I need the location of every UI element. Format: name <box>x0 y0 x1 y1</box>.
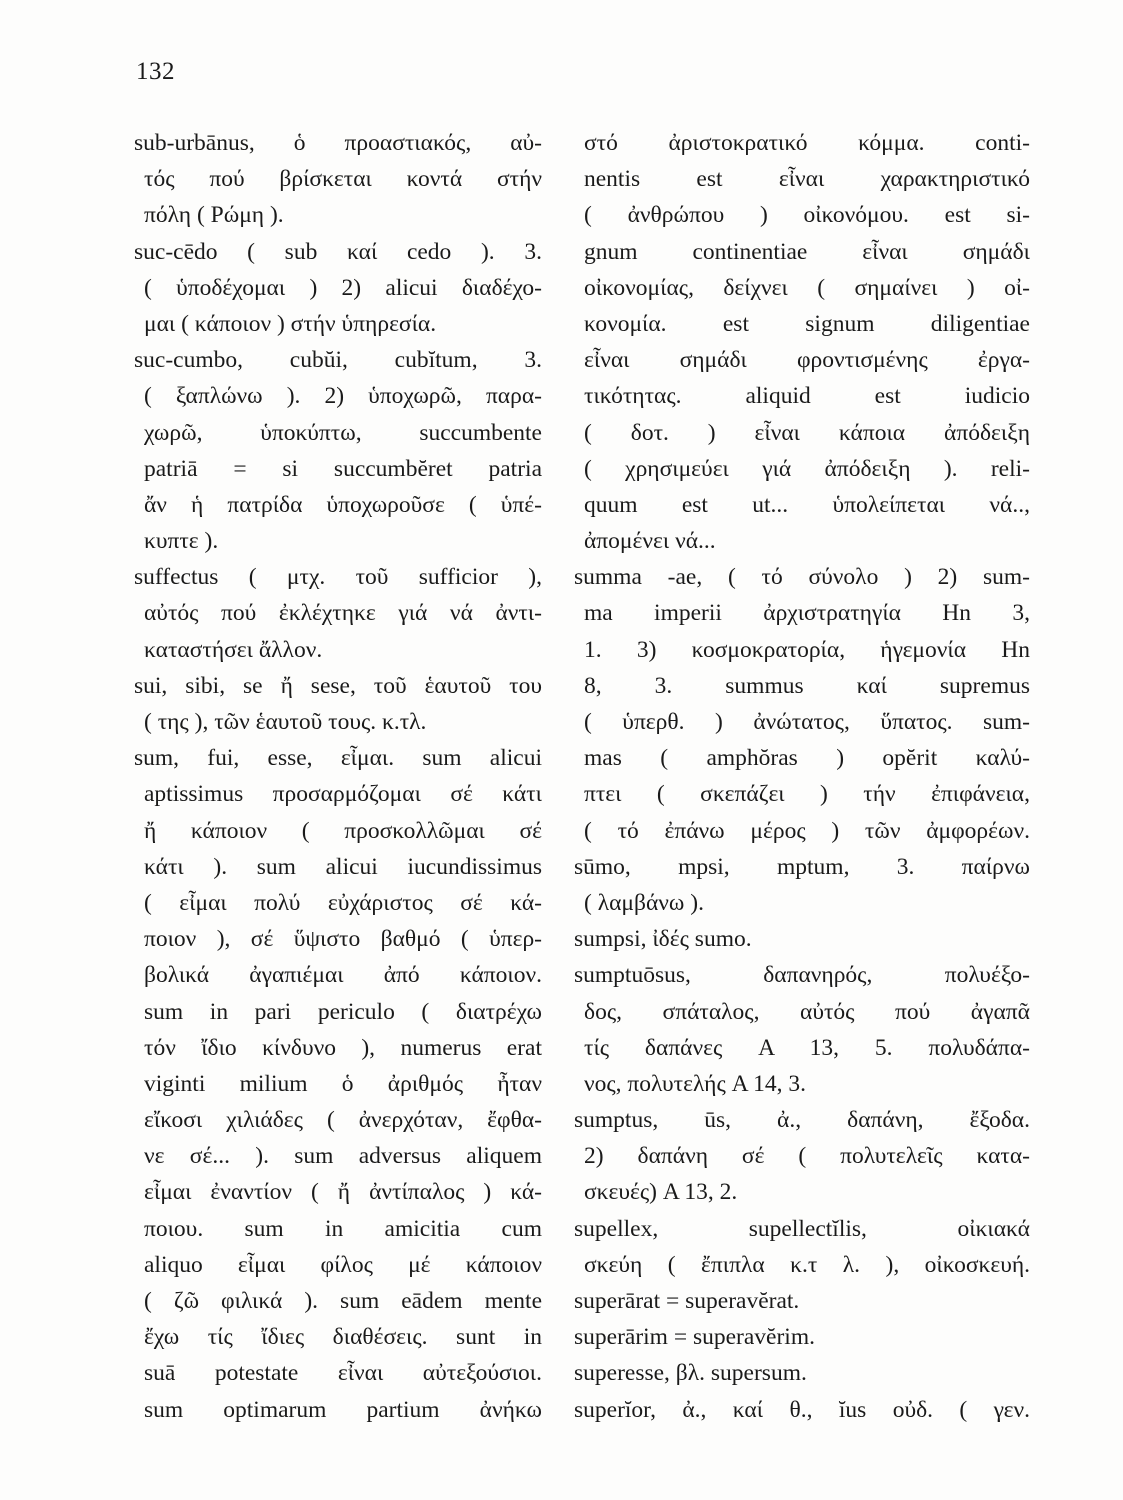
entry-continuation-line: ( της ), τῶν ἑαυτοῦ τους. κ.τλ. <box>144 709 427 735</box>
entry-continuation-line: πτει ( σκεπάζει ) τήν ἐπιφάνεια, <box>584 781 1030 808</box>
entry-continuation-line: sum in pari periculo ( διατρέχω <box>144 998 542 1025</box>
entry-continuation-line: ποιον ), σέ ὕψιστο βαθμό ( ὑπερ- <box>144 926 542 953</box>
entry-continuation-line: ( ὑποδέχομαι ) 2) alicui διαδέχο- <box>144 274 542 301</box>
entry-continuation-line: gnum continentiae εἶναι σημάδι <box>584 238 1030 265</box>
entry-continuation-line: 2) δαπάνη σέ ( πολυτελεῖς κατα- <box>584 1143 1030 1170</box>
entry-continuation-line: οἰκονομίας, δείχνει ( σημαίνει ) οἰ- <box>584 274 1030 301</box>
entry-continuation-line: κονομία. est signum diligentiae <box>584 310 1030 337</box>
entry-continuation-line: ( τό ἐπάνω μέρος ) τῶν ἀμφορέων. <box>584 817 1030 844</box>
entry-headword-line: superesse, βλ. supersum. <box>574 1360 807 1387</box>
entry-continuation-line: ( δοτ. ) εἶναι κάποια ἀπόδειξη <box>584 419 1030 446</box>
entry-continuation-line: ( ἀνθρώπου ) οἰκονόμου. est si- <box>584 202 1030 229</box>
entry-continuation-line: σκευές) A 13, 2. <box>584 1179 738 1206</box>
entry-continuation-line: ποιου. sum in amicitia cum <box>144 1215 542 1242</box>
entry-continuation-line: ( ζῶ φιλικά ). sum eādem mente <box>144 1288 542 1314</box>
right-column <box>574 125 1030 1428</box>
entry-continuation-line: τός πού βρίσκεται κοντά στήν <box>144 166 542 193</box>
entry-continuation-line: νος, πολυτελής A 14, 3. <box>584 1070 807 1097</box>
entry-headword-line: suffectus ( μτχ. τοῦ sufficior ), <box>134 564 542 591</box>
entry-continuation-line: κυπτε ). <box>144 528 219 555</box>
entry-continuation-line: ( λαμβάνω ). <box>584 889 704 916</box>
entry-headword-line: sumptus, ūs, ἀ., δαπάνη, ἔξοδα. <box>574 1107 1030 1134</box>
entry-continuation-line: sum optimarum partium ἀνήκω <box>144 1396 542 1423</box>
entry-headword-line: summa -ae, ( τό σύνολο ) 2) sum- <box>574 564 1030 591</box>
entry-continuation-line: 8, 3. summus καί supremus <box>584 672 1030 699</box>
entry-continuation-line: ma imperii ἀρχιστρατηγία Hn 3, <box>584 600 1030 627</box>
entry-continuation-line: καταστήσει ἄλλον. <box>144 636 323 663</box>
entry-continuation-line: τίς δαπάνες A 13, 5. πολυδάπα- <box>584 1034 1030 1061</box>
entry-continuation-line: viginti milium ὁ ἀριθμός ἦταν <box>144 1070 542 1097</box>
entry-continuation-line: patriā = si succumbĕret patria <box>144 455 542 482</box>
entry-continuation-line: ἔχω τίς ἴδιες διαθέσεις. sunt in <box>144 1324 542 1351</box>
entry-headword-line: sub-urbānus, ὁ προαστιακός, αὐ- <box>134 130 542 156</box>
entry-headword-line: sum, fui, esse, εἶμαι. sum alicui <box>134 745 542 772</box>
left-column <box>134 125 542 1428</box>
entry-continuation-line: ἄν ἡ πατρίδα ὑποχωροῦσε ( ὑπέ- <box>144 491 542 518</box>
entry-headword-line: superārat = superavĕrat. <box>574 1288 800 1314</box>
entry-continuation-line: ἤ κάποιον ( προσκολλῶμαι σέ <box>144 817 542 844</box>
entry-continuation-line: τικότητας. aliquid est iudicio <box>584 383 1030 410</box>
entry-continuation-line: nentis est εἶναι χαρακτηριστικό <box>584 166 1030 193</box>
entry-continuation-line: ( εἶμαι πολύ εὐχάριστος σέ κά- <box>144 889 542 916</box>
entry-continuation-line: μαι ( κάποιον ) στήν ὑπηρεσία. <box>144 310 437 337</box>
entry-continuation-line: εἶναι σημάδι φροντισμένης ἐργα- <box>584 347 1030 374</box>
entry-continuation-line: πόλη ( Ρώμη ). <box>144 202 284 229</box>
entry-continuation-line: quum est ut... ὑπολείπεται νά.., <box>584 491 1030 518</box>
entry-continuation-line: τόν ἴδιο κίνδυνο ), numerus erat <box>144 1034 542 1061</box>
entry-headword-line: supellex, supellectĭlis, οἰκιακά <box>574 1215 1030 1242</box>
entry-continuation-line: suā potestate εἶναι αὐτεξούσιοι. <box>144 1360 542 1387</box>
entry-continuation-line: mas ( amphŏras ) opĕrit καλύ- <box>584 745 1030 772</box>
entry-headword-line: sumptuōsus, δαπανηρός, πολυέξο- <box>574 962 1030 989</box>
entry-continuation-line: ( χρησιμεύει γιά ἀπόδειξη ). reli- <box>584 455 1030 482</box>
entry-continuation-line: δος, σπάταλος, αὐτός πού ἀγαπᾶ <box>584 998 1030 1025</box>
entry-continuation-line: στό ἀριστοκρατικό κόμμα. conti- <box>584 130 1030 156</box>
entry-continuation-line: εἴκοσι χιλιάδες ( ἀνερχόταν, ἔφθα- <box>144 1107 542 1134</box>
entry-headword-line: sūmo, mpsi, mptum, 3. παίρνω <box>574 853 1030 880</box>
entry-continuation-line: χωρῶ, ὑποκύπτω, succumbente <box>144 419 542 446</box>
entry-continuation-line: aliquo εἶμαι φίλος μέ κάποιον <box>144 1251 542 1278</box>
entry-continuation-line: 1. 3) κοσμοκρατορία, ἡγεμονία Hn <box>584 636 1030 663</box>
entry-headword-line: sui, sibi, se ἤ sese, τοῦ ἑαυτοῦ του <box>134 672 542 699</box>
entry-continuation-line: σκεύη ( ἔπιπλα κ.τ λ. ), οἰκοσκευή. <box>584 1251 1030 1278</box>
entry-continuation-line: ( ὑπερθ. ) ἀνώτατος, ὕπατος. sum- <box>584 709 1030 735</box>
entry-continuation-line: ( ξαπλώνω ). 2) ὑποχωρῶ, παρα- <box>144 383 542 410</box>
entry-headword-line: suc-cumbo, cubŭi, cubĭtum, 3. <box>134 347 542 374</box>
entry-continuation-line: κάτι ). sum alicui iucundissimus <box>144 853 542 880</box>
entry-headword-line: superĭor, ἀ., καί θ., ĭus οὐδ. ( γεν. <box>574 1396 1030 1423</box>
entry-continuation-line: εἶμαι ἐναντίον ( ἤ ἀντίπαλος ) κά- <box>144 1179 542 1206</box>
entry-continuation-line: ἀπομένει νά... <box>584 528 716 555</box>
entry-headword-line: superārim = superavĕrim. <box>574 1324 815 1351</box>
entry-continuation-line: αὐτός πού ἐκλέχτηκε γιά νά ἀντι- <box>144 600 542 627</box>
entry-continuation-line: νε σέ... ). sum adversus aliquem <box>144 1143 542 1170</box>
entry-continuation-line: βολικά ἀγαπιέμαι ἀπό κάποιον. <box>144 962 542 989</box>
page-number: 132 <box>136 58 175 85</box>
entry-continuation-line: aptissimus προσαρμόζομαι σέ κάτι <box>144 781 542 808</box>
entry-headword-line: suc-cēdo ( sub καί cedo ). 3. <box>134 238 542 265</box>
entry-headword-line: sumpsi, ἰδές sumo. <box>574 926 752 953</box>
